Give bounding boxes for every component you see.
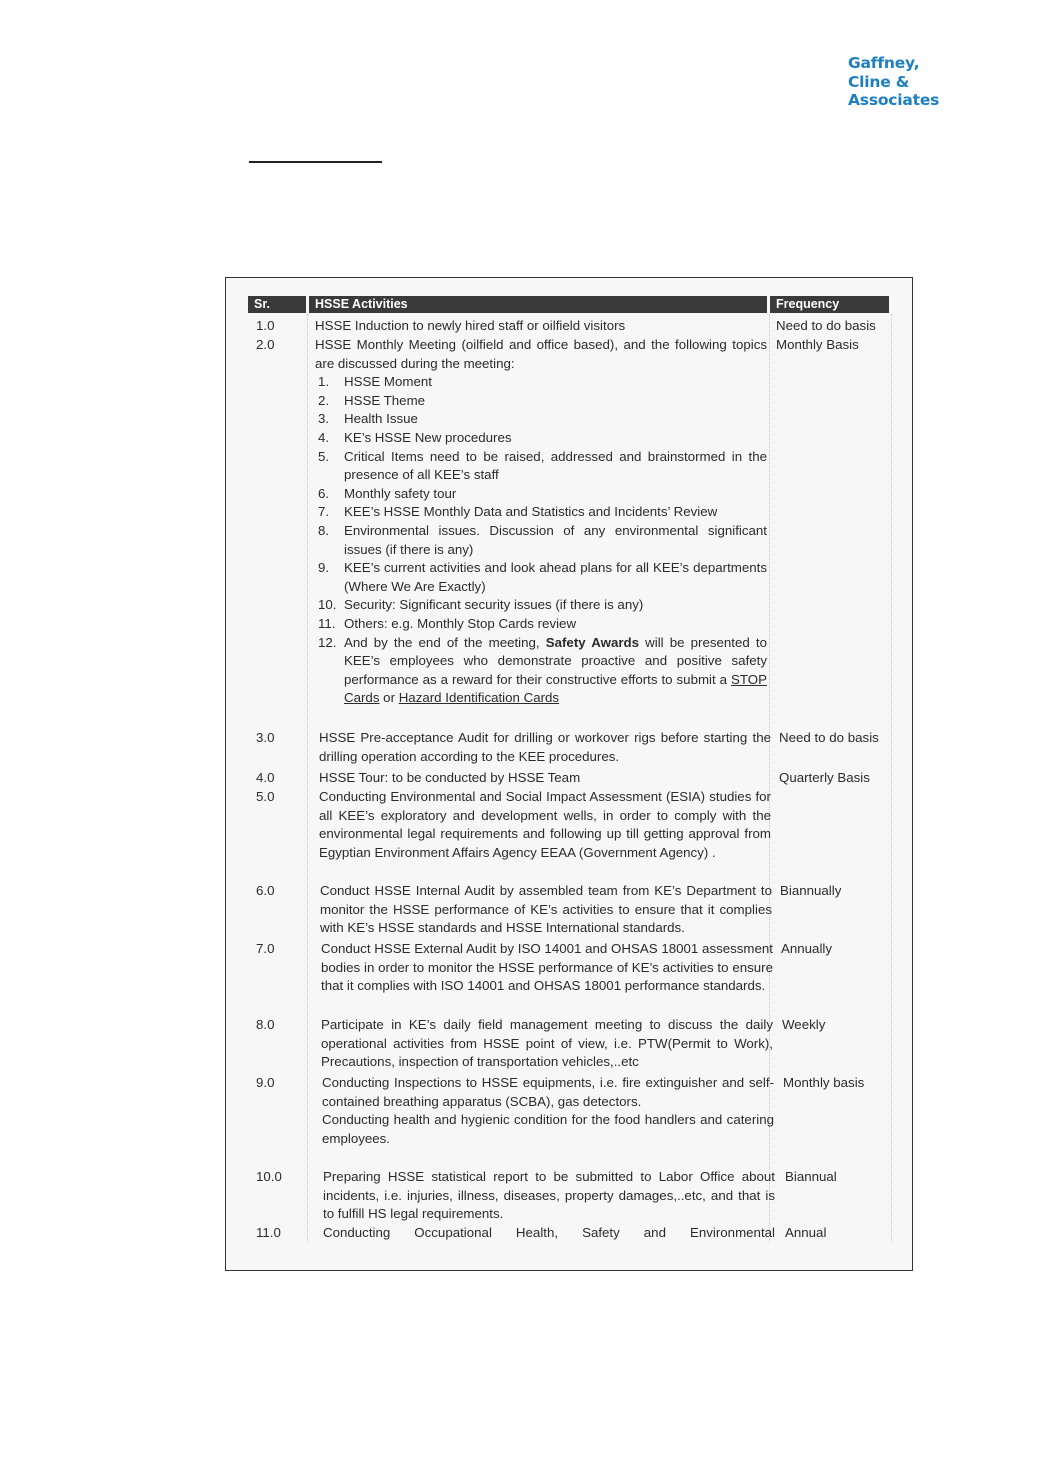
list-item: 11. Others: e.g. Monthly Stop Cards review [318,615,577,631]
activity-text: Participate in KE’s daily field management meeting to discuss the daily operational activities from HSSE point of view, i.e. PTW(Permit to Work), Precautions, inspection of transportation vehicles,..etc [321,1017,773,1070]
frequency-text: Annually [781,941,833,956]
list-item: 10. Security: Significant security issues (if there is any) [318,597,644,613]
hazard-identification-cards-text: Hazard Identification Cards [398,690,560,706]
row-number: 3.0 [256,730,275,745]
list-item: 4. KE’s HSSE New procedures [318,429,512,445]
list-item: 6. Monthly safety tour [318,485,457,501]
activity-text: HSSE Tour: to be conducted by HSSE Team [319,770,581,785]
activity-text: Conduct HSSE External Audit by ISO 14001 and OHSAS 18001 assessment bodies in order to monitor the HSSE performance of KE’s activities to ensure that it complies with ISO 14001 and OHSAS 18001 performance standards. [321,941,773,994]
row-number: 10.0 [256,1169,282,1184]
header-sr: Sr. [248,296,306,313]
safety-awards-text: Safety Awards [545,634,640,650]
column-divider [307,314,308,1242]
activity-text: Conducting Environmental and Social Impact Assessment (ESIA) studies for all KEE’s exploratory and development wells, in order to comply with the environmental legal requirements and following up till getting approval from Egyptian Environment Affairs Agency EEAA (Government Agency) . [319,789,771,860]
frequency-text: Weekly [782,1017,826,1032]
activity-text: Preparing HSSE statistical report to be submitted to Labor Office about incidents, i.e. injuries, illness, diseases, property damages,..etc, and that is to fulfill HS legal requirements. [323,1169,775,1222]
activity-text: HSSE Pre-acceptance Audit for drilling or workover rigs before starting the drilling operation according to the KEE procedures. [319,730,771,764]
company-logo [848,54,939,110]
row-number: 4.0 [256,770,275,785]
activity-block [315,336,767,708]
logo-line-1: Gaffney, [848,54,920,72]
logo-line-3: Associates [848,91,940,109]
frequency-text: Need to do basis [776,318,876,333]
list-item: 2. HSSE Theme [318,392,426,408]
frequency-text: Monthly Basis [776,337,859,352]
header-activities: HSSE Activities [309,296,767,313]
title-underline [249,161,382,163]
activity-text: Conducting Occupational Health, Safety and Environmental [323,1225,775,1240]
list-item: 3. Health Issue [318,411,418,427]
row-number: 6.0 [256,883,275,898]
activity-text: Conducting health and hygienic condition for the food handlers and catering employees. [322,1112,774,1146]
frequency-text: Need to do basis [779,730,879,745]
frequency-text: Annual [785,1225,827,1240]
frequency-text: Monthly basis [783,1075,865,1090]
row-number: 8.0 [256,1017,275,1032]
row-number: 7.0 [256,941,275,956]
activity-text: HSSE Monthly Meeting (oilfield and office based), and the following topics are discussed during the meeting: [315,337,767,371]
list-item: 7. KEE’s HSSE Monthly Data and Statistics and Incidents’ Review [318,504,718,520]
meeting-topics-list [315,373,767,708]
frequency-text: Biannual [785,1169,837,1184]
frequency-text: Quarterly Basis [779,770,870,785]
activity-text: Conducting Inspections to HSSE equipments, i.e. fire extinguisher and self-contained breathing apparatus (SCBA), gas detectors. [322,1075,774,1109]
activity-text: HSSE Induction to newly hired staff or oilfield visitors [315,318,626,333]
list-item: 12. And by the end of the meeting, Safety Awards will be presented to KEE’s employees who demonstrate proactive and positive safety performance as a reward for their constructive efforts to submit a STOP Cards or Hazard Identification Cards [318,634,767,706]
frequency-text: Biannually [780,883,842,898]
list-item: 8. Environmental issues. Discussion of any environmental significant issues (if there is any) [318,522,767,557]
list-item: 9. KEE’s current activities and look ahead plans for all KEE’s departments (Where We Are Exactly) [318,560,767,594]
stop-cards-text: STOP Cards [344,671,767,706]
list-item: 5. Critical Items need to be raised, addressed and brainstormed in the presence of all KEE’s staff [318,448,767,483]
row-number: 2.0 [256,337,275,352]
activity-text: Conduct HSSE Internal Audit by assembled team from KE’s Department to monitor the HSSE performance of KE’s activities to ensure that it complies with KE’s HSSE standards and HSSE International standards. [320,883,772,936]
activity-block [322,1074,774,1148]
row-number: 11.0 [256,1225,281,1240]
logo-line-2: Cline & [848,72,910,91]
header-frequency: Frequency [770,296,889,313]
row-number: 5.0 [256,789,275,804]
hsse-activities-table [225,277,913,1271]
list-item: 1. HSSE Moment [318,374,432,390]
row-number: 1.0 [256,318,275,333]
row-number: 9.0 [256,1075,275,1090]
